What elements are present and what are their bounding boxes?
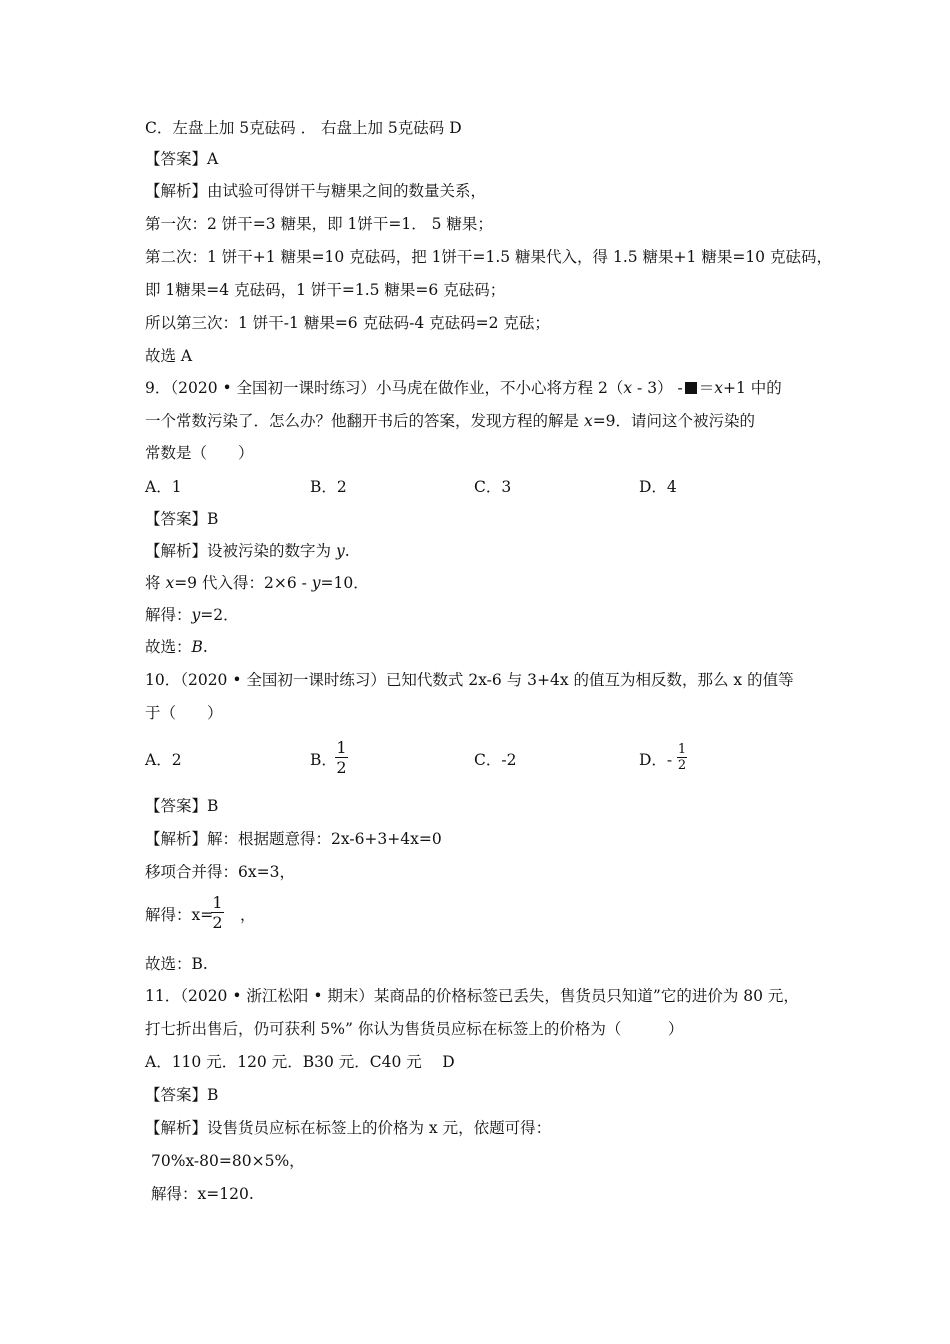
question-10-line-1: 10．（2020 • 全国初一课时练习）已知代数式 2x-6 与 3+4x 的值互为相反数，那么 x 的值等 <box>145 671 794 689</box>
analysis-step: 解得：x= <box>145 906 214 924</box>
analysis-step-2: 第二次：1 饼干+1 糖果=10 克砝码，把 1饼干=1.5 糖果代入，得 1.5 糖果+1 糖果=10 克砝码， <box>145 248 832 266</box>
q9-option-c: C．3 <box>474 478 512 496</box>
answer-line: 【答案】B <box>145 797 219 815</box>
q10-option-b: B． <box>310 751 337 769</box>
q10-option-d-fraction: 1 2 <box>677 742 687 773</box>
q9-option-a: A．1 <box>145 478 182 496</box>
q9-option-b: B．2 <box>310 478 347 496</box>
question-11-line-1: 11．（2020 • 浙江松阳 • 期末）某商品的价格标签已丢失，售货员只知道”它的进价为 80 元， <box>145 987 799 1005</box>
solution-fraction: 1 2 <box>212 893 223 932</box>
answer-line: 【答案】B <box>145 1086 219 1104</box>
option-line-c-d: C．左盘上加 5克砝码 ． 右盘上加 5克砝码 D <box>145 119 462 137</box>
analysis-line: 【解析】设售货员应标在标签上的价格为 x 元，依题可得： <box>145 1119 552 1137</box>
analysis-solution: 解得：x=120. <box>151 1185 254 1203</box>
question-11-line-2: 打七折出售后，仍可获利 5%” 你认为售货员应标在标签上的价格为（ ） <box>145 1020 684 1038</box>
analysis-step-1: 第一次：2 饼干=3 糖果，即 1饼干=1． 5 糖果； <box>145 215 493 233</box>
conclusion-line: 故选：B. <box>145 955 208 973</box>
analysis-line: 【解析】设被污染的数字为 y. <box>145 542 350 560</box>
analysis-step: 解得：y=2． <box>145 606 239 624</box>
conclusion-line: 故选：B. <box>145 638 208 656</box>
analysis-step: 移项合并得：6x=3， <box>145 863 295 881</box>
q10-option-c: C．-2 <box>474 751 517 769</box>
q9-option-d: D．4 <box>639 478 677 496</box>
question-9-line-3: 常数是（ ） <box>145 444 254 462</box>
q10-option-a: A．2 <box>145 751 182 769</box>
q10-option-b-fraction: 1 2 <box>336 738 347 777</box>
analysis-line: 【解析】解：根据题意得：2x-6+3+4x=0 <box>145 830 442 848</box>
analysis-step-2-cont: 即 1糖果=4 克砝码，1 饼干=1.5 糖果=6 克砝码； <box>145 281 506 299</box>
analysis-line: 【解析】由试验可得饼干与糖果之间的数量关系， <box>145 182 487 200</box>
analysis-step: 将 x=9 代入得：2×6 - y=10． <box>145 574 369 592</box>
question-11-options: A．110 元．120 元．B30 元．C40 元 D <box>145 1053 455 1071</box>
analysis-equation: 70%x-80=80×5%， <box>151 1152 305 1170</box>
analysis-step-3: 所以第三次：1 饼干-1 糖果=6 克砝码-4 克砝码=2 克砝； <box>145 314 550 332</box>
question-9-line-2: 一个常数污染了．怎么办？他翻开书后的答案，发现方程的解是 x=9．请问这个被污染的 <box>145 412 756 430</box>
solution-comma: ， <box>240 906 256 924</box>
q10-option-d: D．- <box>639 751 673 769</box>
question-10-line-2: 于（ ） <box>145 704 223 722</box>
question-9-line-1: 9．（2020 • 全国初一课时练习）小马虎在做作业，不小心将方程 2（x - 3） - ＝x+1 中的 <box>145 379 782 397</box>
stain-square-icon <box>685 382 697 394</box>
answer-line: 【答案】B <box>145 510 219 528</box>
answer-line: 【答案】A <box>145 150 219 168</box>
conclusion-line: 故选 A <box>145 347 193 365</box>
